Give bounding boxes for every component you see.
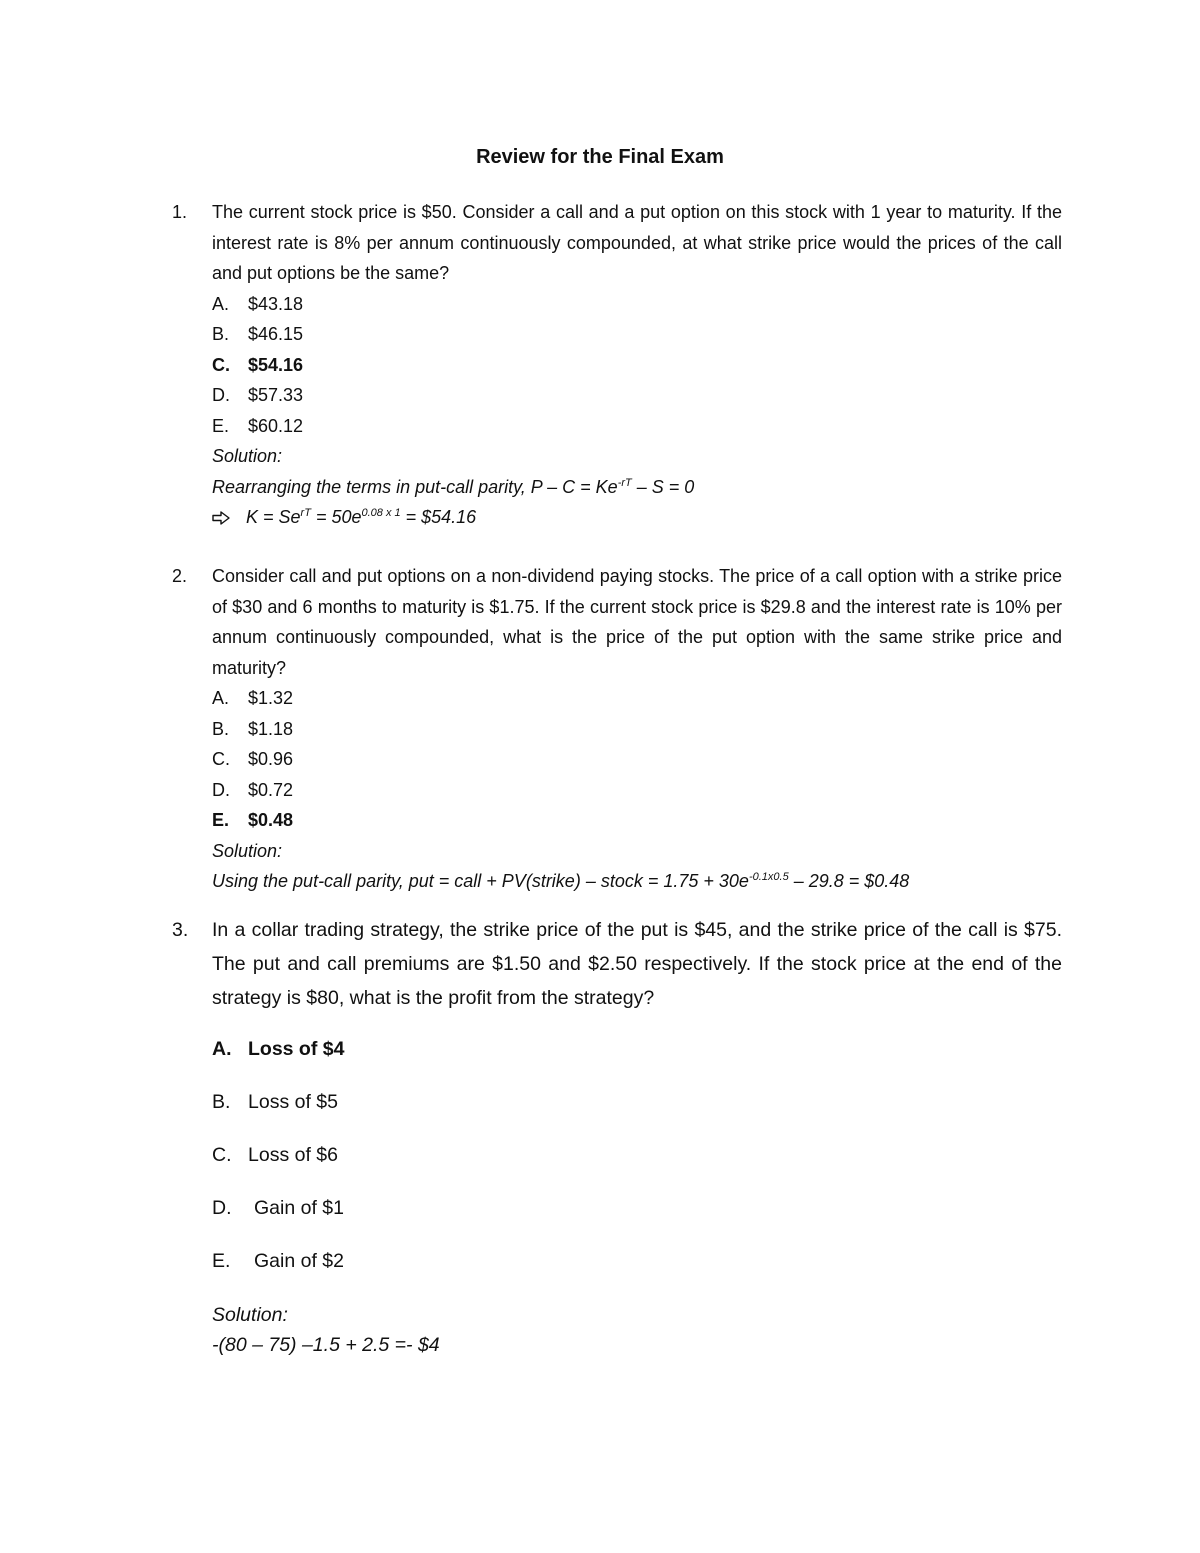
solution-text: – S = 0 — [631, 476, 695, 497]
choice-value: $60.12 — [248, 415, 304, 436]
choice-value: $57.33 — [248, 385, 304, 405]
solution-line-2 — [212, 502, 1062, 533]
choice-value: Loss of $4 — [248, 1038, 345, 1060]
choice-c — [212, 1129, 1062, 1182]
choice-letter: E. — [212, 415, 230, 436]
solution-superscript: 0.08 x 1 — [361, 507, 401, 519]
choice-value: Loss of $5 — [248, 1091, 338, 1113]
solution-line-1 — [212, 866, 1062, 897]
solution-text: = $54.16 — [400, 507, 477, 527]
solution-text: Rearranging the terms in put-call parity, P – C = Ke — [212, 476, 618, 497]
solution-line-1: -(80 – 75) –1.5 + 2.5 =- $4 — [212, 1334, 440, 1356]
question-2 — [172, 561, 1062, 897]
choice-letter: B. — [212, 1091, 231, 1113]
choice-list — [212, 289, 1062, 442]
solution-superscript: -0.1x0.5 — [748, 871, 789, 883]
choice-letter: C. — [212, 749, 230, 769]
choice-e-correct — [212, 805, 1062, 836]
solution-label: Solution: — [212, 446, 283, 466]
choice-letter: E. — [212, 1250, 231, 1272]
choice-value: $0.48 — [248, 810, 294, 830]
question-1 — [172, 197, 1062, 533]
choice-value: Gain of $2 — [254, 1250, 344, 1272]
choice-letter: D. — [212, 1197, 232, 1219]
choice-list — [212, 683, 1062, 836]
choice-letter: B. — [212, 324, 230, 344]
choice-value: $0.72 — [248, 779, 294, 800]
choice-letter: D. — [212, 385, 230, 405]
choice-letter: A. — [212, 1038, 232, 1060]
choice-letter: C. — [212, 1144, 232, 1166]
choice-a-correct — [212, 1023, 1062, 1076]
solution-text: Using the put-call parity, put = call + PV(strike) – stock = 1.75 + 30e — [212, 871, 749, 891]
choice-a — [212, 683, 1062, 714]
choice-value: $46.15 — [248, 324, 304, 344]
choice-letter: E. — [212, 810, 230, 830]
choice-value: $0.96 — [248, 749, 294, 769]
question-number: 3. — [172, 919, 189, 941]
choice-value: Gain of $1 — [254, 1197, 344, 1219]
solution-text: K = Se — [246, 507, 301, 527]
choice-d — [212, 1182, 1062, 1235]
choice-c — [212, 744, 1062, 775]
choice-letter: D. — [212, 779, 230, 800]
solution-text: – 29.8 = $0.48 — [788, 871, 910, 891]
choice-value: $43.18 — [248, 293, 304, 314]
choice-b — [212, 319, 1062, 350]
solution-text: = 50e — [310, 507, 362, 527]
choice-value: $1.18 — [248, 718, 294, 739]
solution-label: Solution: — [212, 1304, 288, 1326]
question-number: 1. — [172, 202, 188, 222]
choice-letter: B. — [212, 718, 230, 739]
choice-value: $54.16 — [248, 354, 304, 375]
choice-e — [212, 1235, 1062, 1288]
choice-b — [212, 1076, 1062, 1129]
arrow-right-outline-icon — [212, 502, 246, 533]
choice-a — [212, 289, 1062, 320]
question-text: Consider call and put options on a non-dividend paying stocks. The price of a call option with a strike price of $30 and 6 months to maturity is $1.75. If the current stock price is $29.8 and the interest rate is 10% per annum continuously compounded, what is the price of the put option with the same strike price and maturity? — [212, 566, 1062, 678]
choice-b — [212, 714, 1062, 745]
solution-superscript: -rT — [617, 476, 632, 489]
choice-value: $1.32 — [248, 688, 294, 708]
choice-d — [212, 380, 1062, 411]
choice-c-correct — [212, 350, 1062, 381]
question-3 — [172, 913, 1062, 1360]
question-number: 2. — [172, 566, 188, 586]
solution-superscript: rT — [300, 507, 311, 519]
choice-e — [212, 411, 1062, 442]
choice-list — [212, 1023, 1062, 1288]
question-text: In a collar trading strategy, the strike price of the put is $45, and the strike price of the call is $75. The put and call premiums are $1.50 and $2.50 respectively. If the stock price at the end of the strategy is $80, what is the profit from the strategy? — [212, 919, 1062, 1009]
question-text: The current stock price is $50. Consider a call and a put option on this stock with 1 year to maturity. If the interest rate is 8% per annum continuously compounded, at what strike price would the prices of the call and put options be the same? — [212, 202, 1062, 283]
choice-value: Loss of $6 — [248, 1144, 338, 1166]
solution-label: Solution: — [212, 840, 283, 861]
document-title: Review for the Final Exam — [476, 146, 724, 168]
solution-line-1 — [212, 472, 1062, 503]
choice-d — [212, 775, 1062, 806]
choice-letter: C. — [212, 354, 230, 375]
choice-letter: A. — [212, 293, 230, 314]
choice-letter: A. — [212, 688, 230, 708]
